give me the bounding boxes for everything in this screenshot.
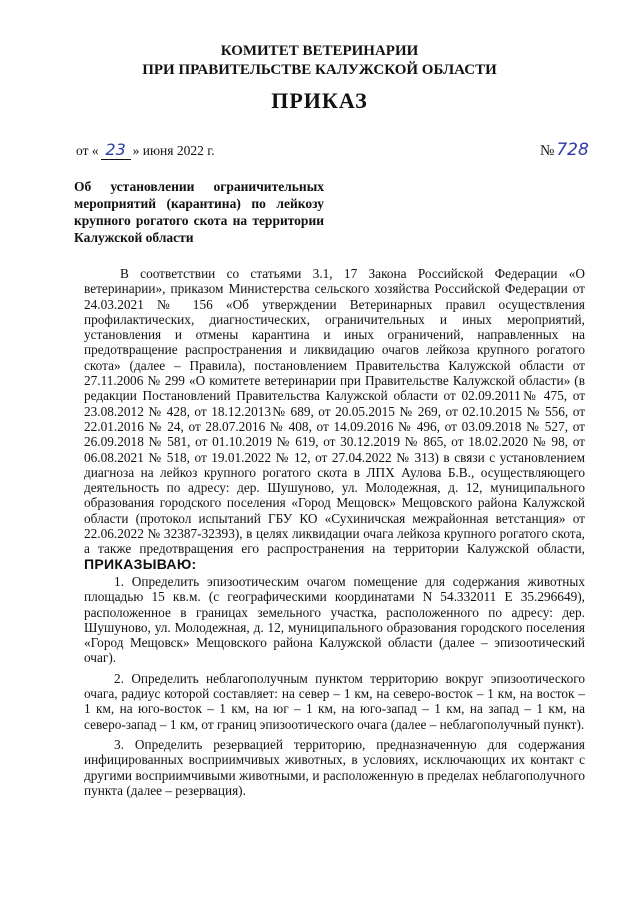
preamble-paragraph bbox=[84, 266, 585, 572]
document-number bbox=[540, 140, 589, 160]
document-body bbox=[84, 266, 585, 803]
number-value-handwritten: 728 bbox=[556, 140, 589, 160]
organization-name-line-1: КОМИТЕТ ВЕТЕРИНАРИИ bbox=[220, 43, 419, 59]
organization-name-line-2: ПРИ ПРАВИТЕЛЬСТВЕ КАЛУЖСКОЙ ОБЛАСТИ bbox=[142, 62, 497, 78]
order-item-2: 2. Определить неблагополучным пунктом территорию вокруг эпизоотического очага, радиус которой составляет: на север – 1 км, на северо-восток – 1 км, на восток – 1 км, на юго-восток – 1 км, на юг – 1 км, на юго-запад – 1 км, на запад – 1 км, на северо-запад – 1 км, от границ эпизоотического очага (далее – неблагополучный пункт). bbox=[84, 670, 585, 732]
order-word: ПРИКАЗЫВАЮ: bbox=[84, 555, 197, 572]
preamble-text: В соответствии со статьями 3.1, 17 Закона Российской Федерации «О ветеринарии», приказом Министерства сельского хозяйства Российской Федерации от 24.03.2021 № 156 «Об утверждении Ветеринарных правил осуществления профилактических, диагностических, ограничительных и иных мероприятий, установления и отмены карантина и иных ограничений, направленных на предотвращение распространения и ликвидацию очагов лейкоза крупного рогатого скота» (далее – Правила), постановлением Правительства Калужской области от 27.11.2006 № 299 «О комитете ветеринарии при Правительстве Калужской области» (в редакции Постановлений Правительства Калужской области от 02.09.2011№ 475, от 23.08.2012 № 428, от 18.12.2013№ 689, от 20.05.2015 № 269, от 02.10.2015 № 556, от 22.01.2016 № 24, от 28.07.2016 № 408, от 14.09.2016 № 496, от 03.09.2018 № 527, от 26.09.2018 № 581, от 01.10.2019 № 619, от 30.12.2019 № 865, от 18.02.2020 № 98, от 06.08.2021 № 518, от 19.01.2022 № 12, от 27.04.2022 № 313) в связи с установлением диагноза на лейкоз крупного рогатого скота в ЛПХ Аулова Б.В., осуществляющего деятельность по адресу: дер. Шушуново, ул. Молодежная, д. 12, муниципального образования городского поселения «Город Мещовск» Мещовского района Калужской области (протокол испытаний ГБУ КО «Сухиничская межрайонная ветстанция» от 22.06.2022 № 32387-32393), в целях ликвидации очага лейкоза крупного рогатого скота, а также предотвращения его распространения на территории Калужской области, bbox=[84, 266, 585, 557]
document-subject: Об установлении ограничительных мероприятий (карантина) по лейкозу крупного рогатого скота на территории Калужской области bbox=[74, 179, 324, 245]
date-suffix: » июня 2022 г. bbox=[132, 143, 215, 158]
document-type-title: ПРИКАЗ bbox=[271, 88, 368, 113]
date-prefix: от « bbox=[76, 143, 99, 158]
order-item-3: 3. Определить резервацией территорию, предназначенную для содержания инфицированных восприимчивых животных, в условиях, исключающих их контакт с другими восприимчивыми животными, и расположенную в пределах неблагополучного пункта (далее – резервация). bbox=[84, 736, 585, 798]
date-day-handwritten: 23 bbox=[101, 140, 131, 160]
document-date bbox=[76, 140, 215, 160]
organization-header bbox=[0, 42, 639, 80]
order-item-1: 1. Определить эпизоотическим очагом помещение для содержания животных площадью 15 кв.м. (с географическими координатами N 54.332011 E 35.296649), расположенное в границах земельного участка, расположенного по адресу: дер. Шушуново, ул. Молодежная, д. 12, муниципального образования городского поселения «Город Мещовск» Мещовского района Калужской области (далее – эпизоотический очаг). bbox=[84, 573, 585, 666]
number-sign: № bbox=[540, 143, 555, 159]
